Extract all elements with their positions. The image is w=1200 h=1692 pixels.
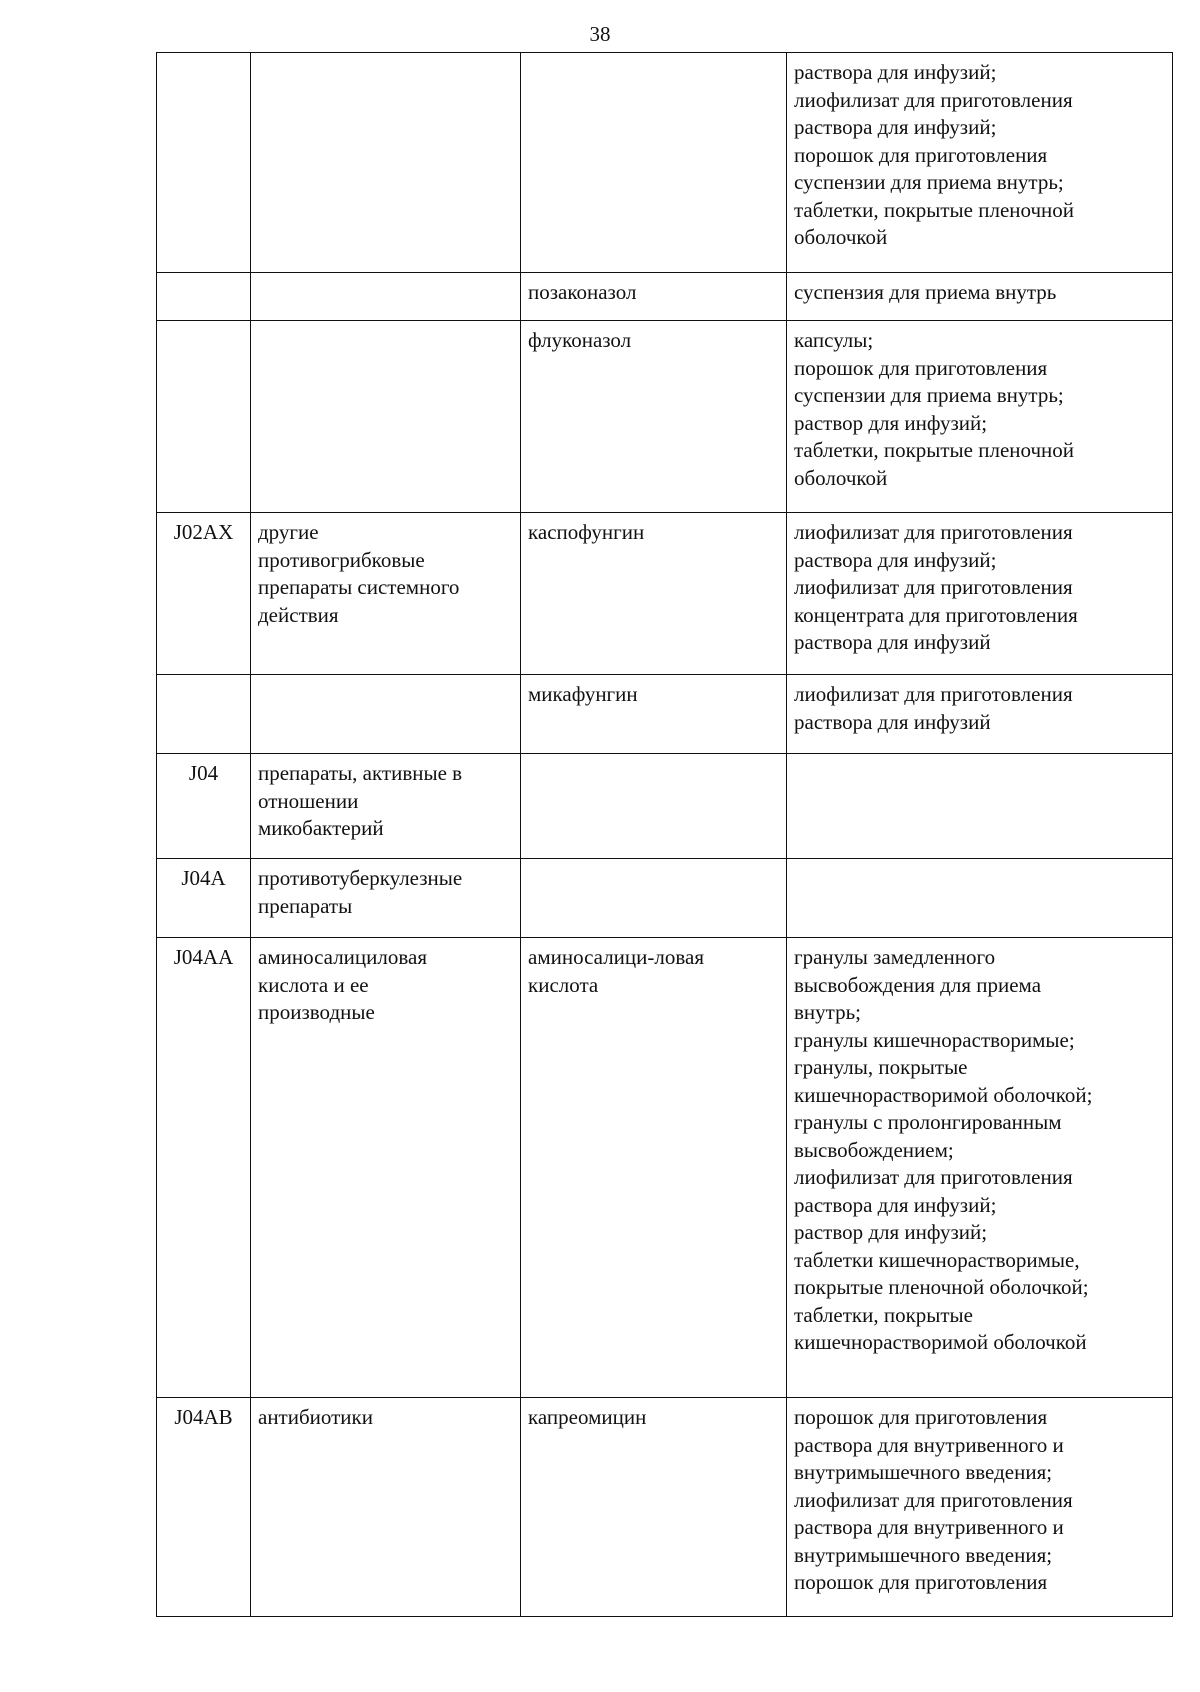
dosage-forms: лиофилизат для приготовления раствора для инфузий (787, 675, 1173, 754)
atc-code: J02AX (157, 513, 251, 675)
page-number: 38 (589, 22, 611, 46)
atc-code (157, 675, 251, 754)
atc-code: J04A (157, 859, 251, 938)
group-name (251, 675, 521, 754)
table-row (157, 675, 1173, 754)
drug-name: позаконазол (521, 273, 787, 321)
table-row (157, 859, 1173, 938)
dosage-forms: капсулы; порошок для приготовления суспензии для приема внутрь; раствор для инфузий; таблетки, покрытые пленочной оболочкой (787, 321, 1173, 513)
group-name: аминосалициловая кислота и ее производные (251, 938, 521, 1398)
atc-code: J04AA (157, 938, 251, 1398)
atc-code (157, 273, 251, 321)
drug-name (521, 754, 787, 859)
atc-code: J04AB (157, 1398, 251, 1617)
drug-name: флуконазол (521, 321, 787, 513)
table-row (157, 938, 1173, 1398)
dosage-forms: порошок для приготовления раствора для внутривенного и внутримышечного введения; лиофилизат для приготовления раствора для внутривенного и внутримышечного введения; порошок для приготовления (787, 1398, 1173, 1617)
atc-code (157, 321, 251, 513)
group-name (251, 53, 521, 273)
dosage-forms: лиофилизат для приготовления раствора для инфузий; лиофилизат для приготовления концентрата для приготовления раствора для инфузий (787, 513, 1173, 675)
dosage-forms: гранулы замедленного высвобождения для приема внутрь; гранулы кишечнорастворимые; гранулы, покрытые кишечнорастворимой оболочкой; гранулы с пролонгированным высвобождением; лиофилизат для приготовления раствора для инфузий; раствор для инфузий; таблетки кишечнорастворимые, покрытые пленочной оболочкой; таблетки, покрытые кишечнорастворимой оболочкой (787, 938, 1173, 1398)
atc-code: J04 (157, 754, 251, 859)
table-row (157, 321, 1173, 513)
dosage-forms: раствора для инфузий; лиофилизат для приготовления раствора для инфузий; порошок для приготовления суспензии для приема внутрь; таблетки, покрытые пленочной оболочкой (787, 53, 1173, 273)
drug-name: капреомицин (521, 1398, 787, 1617)
group-name (251, 273, 521, 321)
group-name: препараты, активные в отношении микобактерий (251, 754, 521, 859)
group-name (251, 321, 521, 513)
group-name: антибиотики (251, 1398, 521, 1617)
table-row (157, 513, 1173, 675)
atc-code (157, 53, 251, 273)
group-name: другие противогрибковые препараты системного действия (251, 513, 521, 675)
drug-name (521, 859, 787, 938)
table-row (157, 273, 1173, 321)
drug-name: аминосалици-ловая кислота (521, 938, 787, 1398)
table-row (157, 1398, 1173, 1617)
group-name: противотуберкулезные препараты (251, 859, 521, 938)
dosage-forms (787, 754, 1173, 859)
dosage-forms: суспензия для приема внутрь (787, 273, 1173, 321)
dosage-forms (787, 859, 1173, 938)
table-row (157, 53, 1173, 273)
table-row (157, 754, 1173, 859)
drug-table (156, 52, 1173, 1617)
drug-name: микафунгин (521, 675, 787, 754)
drug-name: каспофунгин (521, 513, 787, 675)
drug-name (521, 53, 787, 273)
